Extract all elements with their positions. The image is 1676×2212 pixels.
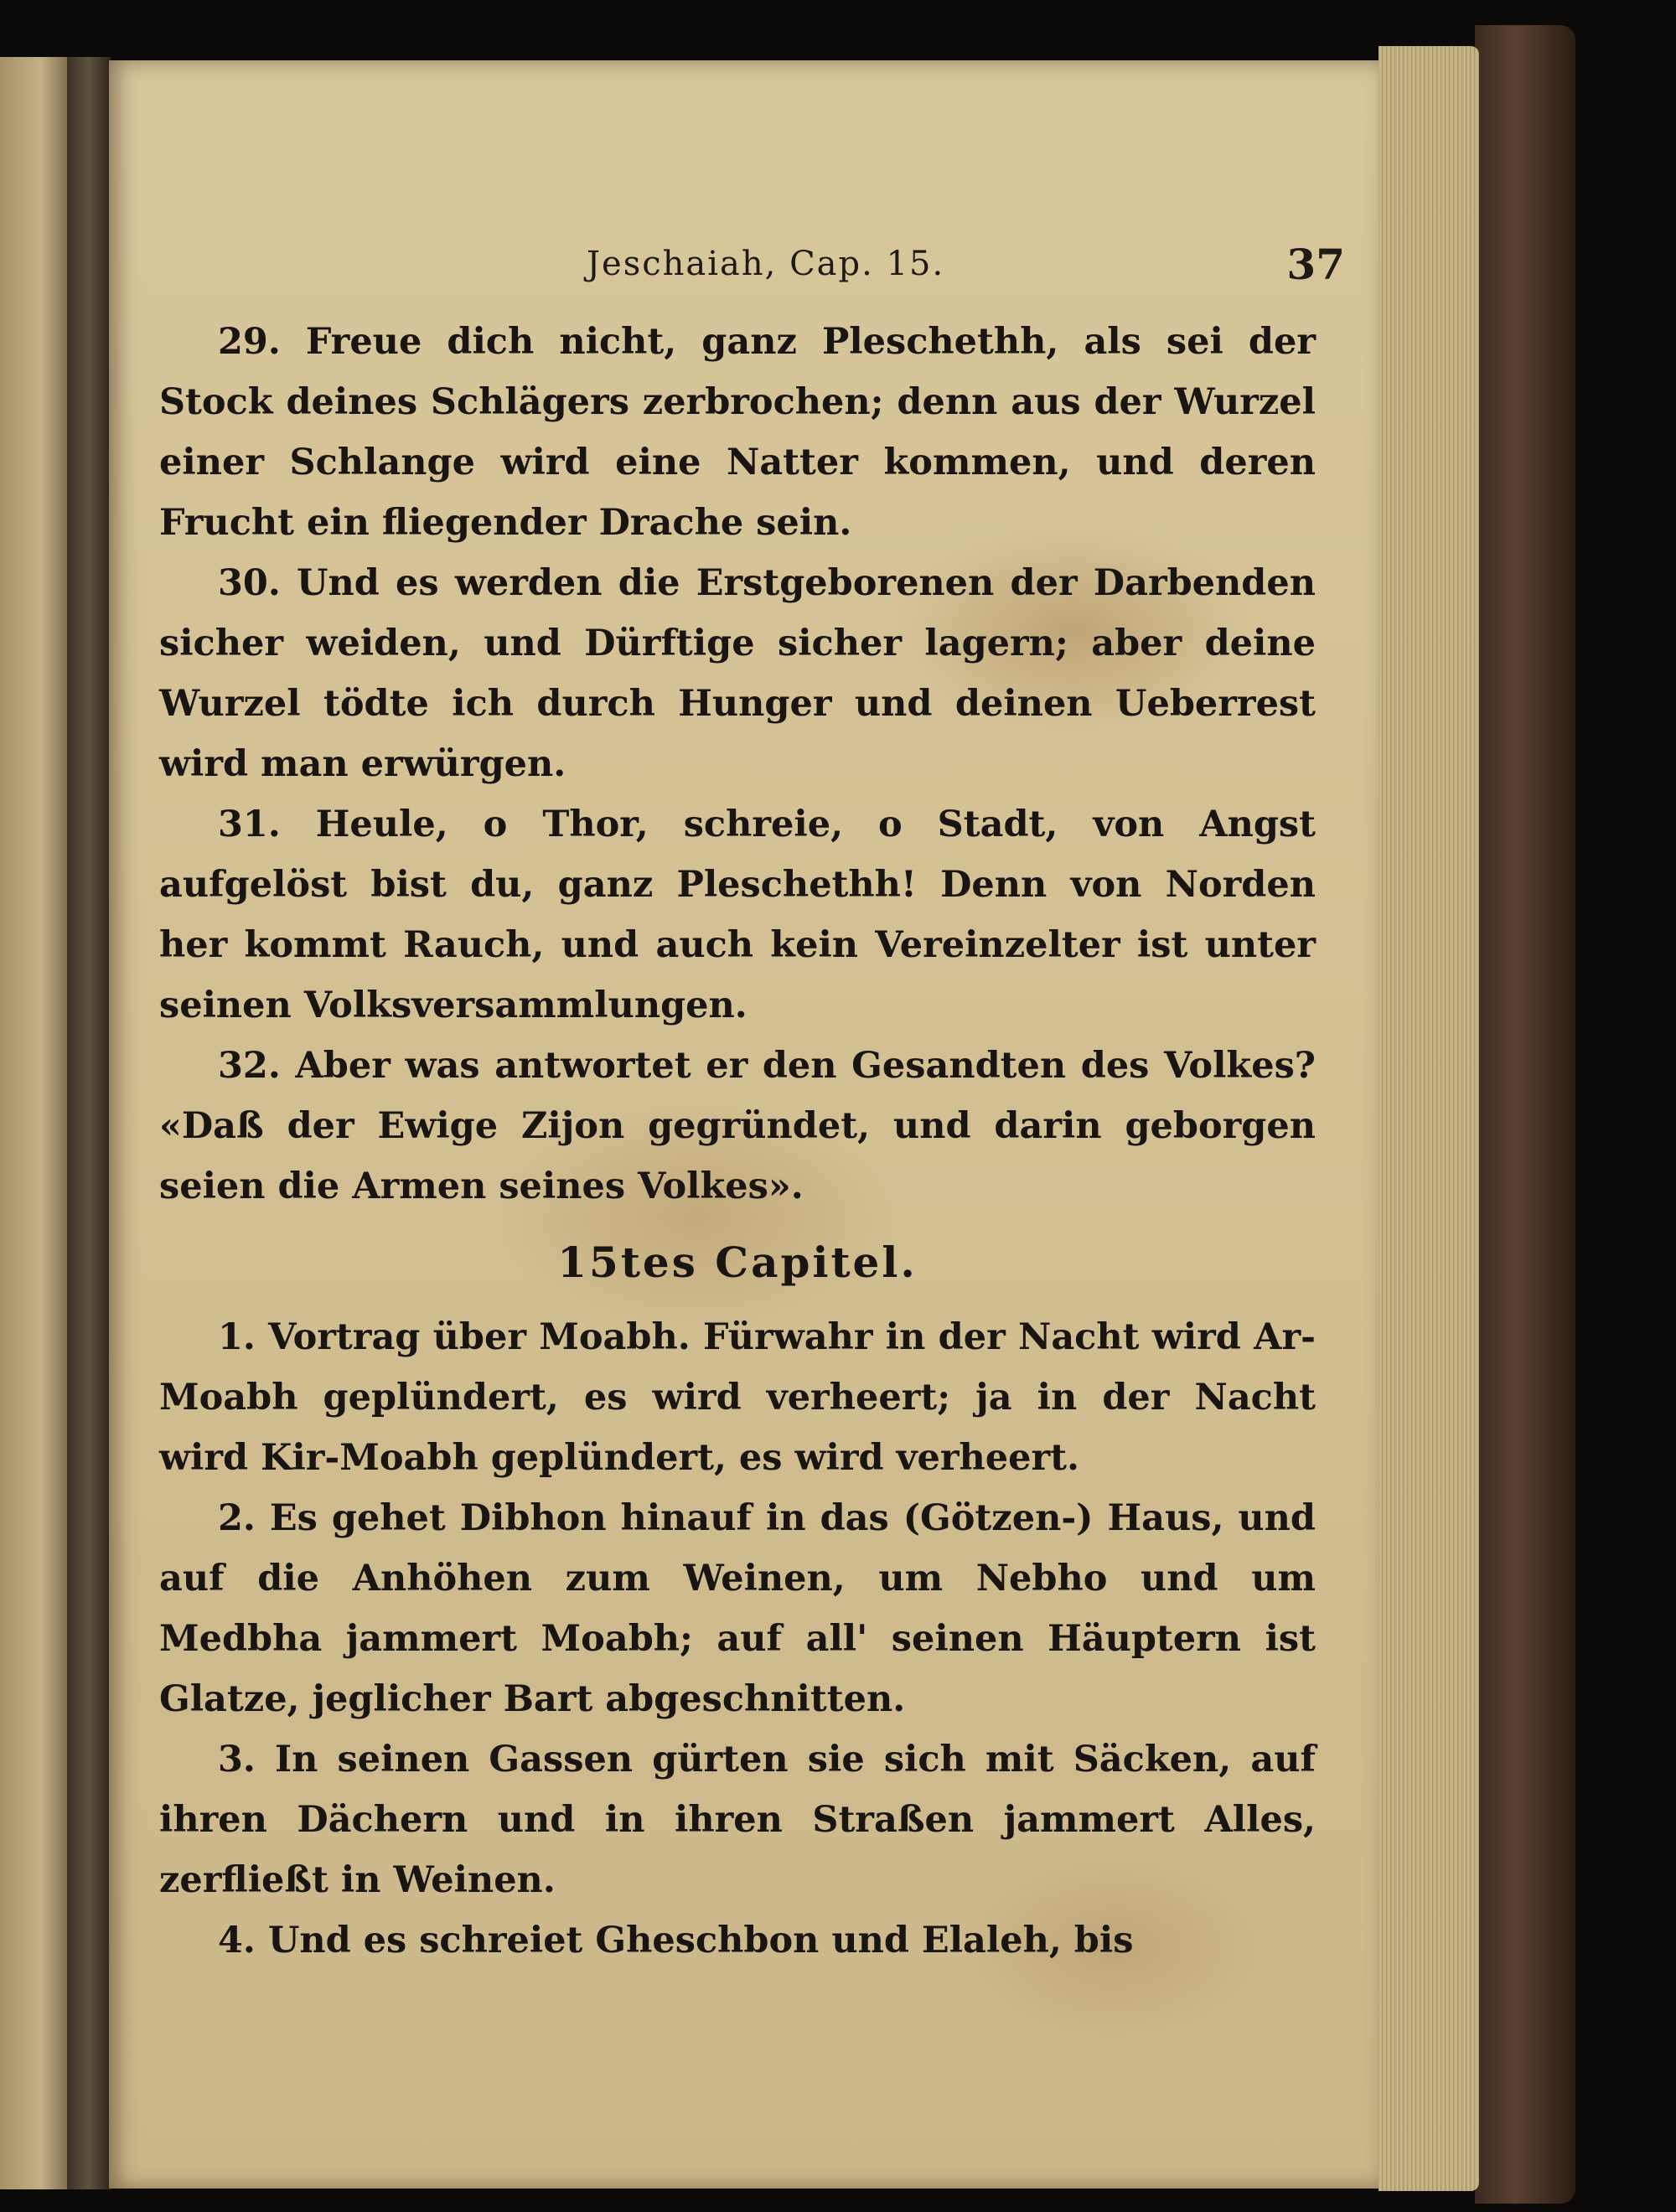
verse-paragraph: 32. Aber was antwortet er den Gesandten des Volkes? «Daß der Ewige Zijon gegründet, und darin geborgen seien die Armen seines Volkes».: [159, 1045, 1316, 1207]
book-page: [109, 60, 1379, 2189]
page-number: 37: [1286, 240, 1345, 289]
verse-paragraph: 1. Vortrag über Moabh. Fürwahr in der Nacht wird Ar-Moabh geplündert, es wird verheert; ja in der Nacht wird Kir-Moabh geplündert, es wird verheert.: [159, 1316, 1316, 1479]
left-page-edge: [0, 57, 69, 2189]
verse-paragraph: 31. Heule, o Thor, schreie, o Stadt, von Angst aufgelöst bist du, ganz Pleschethh! Denn von Norden her kommt Rauch, und auch kein Vereinzelter ist unter seinen Volksversammlungen.: [159, 804, 1316, 1026]
page-body: [159, 312, 1316, 1971]
verse-paragraph: 2. Es gehet Dibhon hinauf in das (Götzen-) Haus, und auf die Anhöhen zum Weinen, um Nebho und um Medbha jammert Moabh; auf all' seinen Häuptern ist Glatze, jeglicher Bart abgeschnitten.: [159, 1497, 1316, 1720]
verse-paragraph: 3. In seinen Gassen gürten sie sich mit Säcken, auf ihren Dächern und in ihren Straßen jammert Alles, zerfließt in Weinen.: [159, 1739, 1316, 1901]
chapter-heading: 15tes Capitel.: [557, 1238, 918, 1287]
running-head: Jeschaiah, Cap. 15.: [587, 245, 945, 283]
book-gutter: [67, 57, 111, 2189]
book-cover: [1475, 25, 1575, 2204]
page-edges: [1379, 46, 1479, 2191]
verse-paragraph: 29. Freue dich nicht, ganz Pleschethh, als sei der Stock deines Schlägers zerbrochen; denn aus der Wurzel einer Schlange wird eine Natter kommen, und deren Frucht ein fliegender Drache sein.: [159, 321, 1316, 544]
verse-paragraph: 30. Und es werden die Erstgeborenen der Darbenden sicher weiden, und Dürftige sicher lagern; aber deine Wurzel tödte ich durch Hunger und deinen Ueberrest wird man erwürgen.: [159, 562, 1316, 785]
verse-paragraph: 4. Und es schreiet Gheschbon und Elaleh, bis: [218, 1920, 1134, 1961]
page-header: [109, 240, 1379, 303]
